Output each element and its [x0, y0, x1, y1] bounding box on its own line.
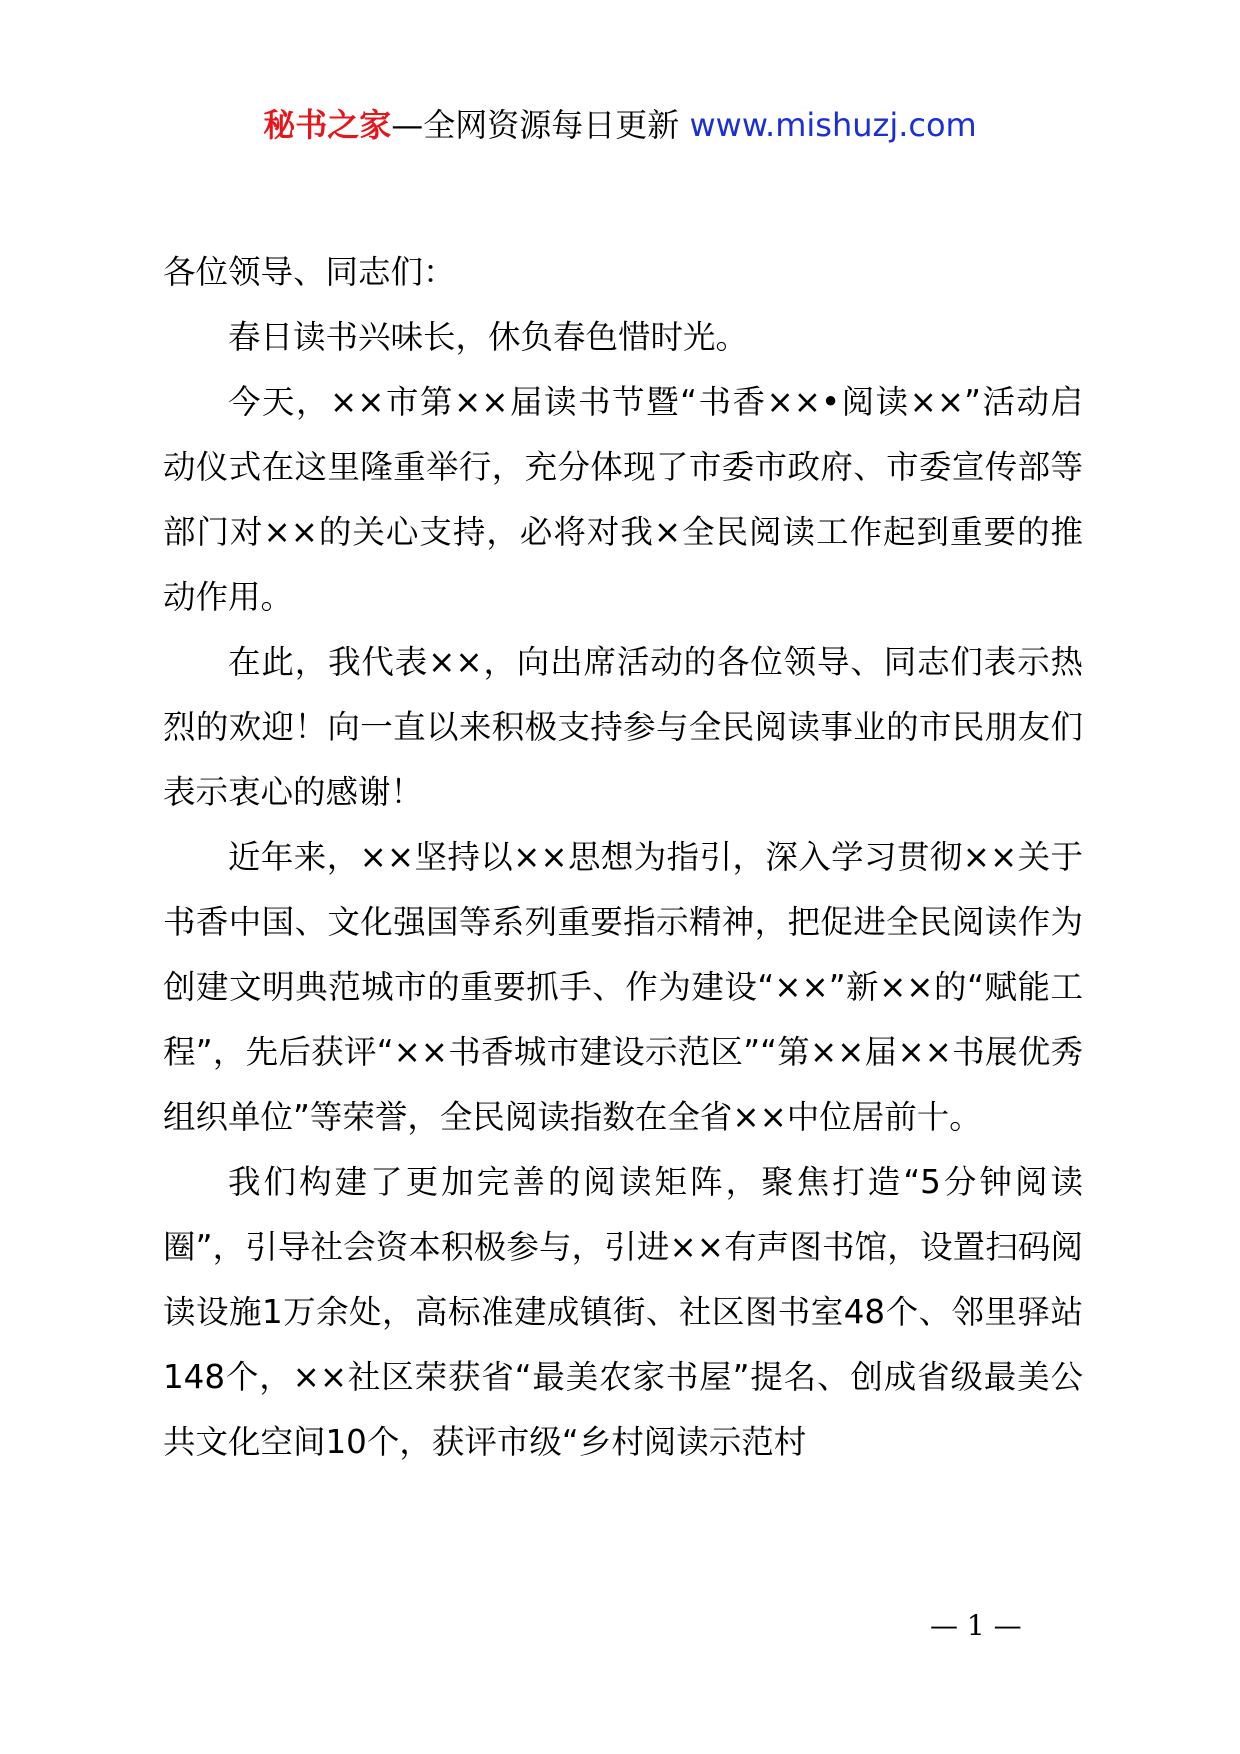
paragraph-5: 我们构建了更加完善的阅读矩阵，聚焦打造“5分钟阅读圈”，引导社会资本积极参与，引进××有声图书馆，设置扫码阅读设施1万余处，高标准建成镇街、社区图书室48个、邻里驿站148个，××社区荣获省“最美农家书屋”提名、创成省级最美公共文化空间10个，获评市级“乡村阅读示范村 — [163, 1163, 1083, 1461]
paragraph-4: 近年来，××坚持以××思想为指引，深入学习贯彻××关于书香中国、文化强国等系列重要指示精神，把促进全民阅读作为创建文明典范城市的重要抓手、作为建设“××”新××的“赋能工程”，先后获评“××书香城市建设示范区”“第××届××书展优秀组织单位”等荣誉，全民阅读指数在全省××中位居前十。 — [163, 838, 1083, 1136]
paragraph-2: 今天，××市第××届读书节暨“书香××•阅读××”活动启动仪式在这里隆重举行，充分体现了市委市政府、市委宣传部等部门对××的关心支持，必将对我×全民阅读工作起到重要的推动作用。 — [163, 383, 1083, 616]
paragraph-1: 春日读书兴味长，休负春色惜时光。 — [228, 318, 749, 356]
page-number: — 1 — — [930, 1609, 1022, 1642]
paragraph-3: 在此，我代表××，向出席活动的各位领导、同志们表示热烈的欢迎！向一直以来积极支持参与全民阅读事业的市民朋友们表示衷心的感谢！ — [163, 643, 1083, 811]
header-slogan: —全网资源每日更新 — [391, 106, 690, 144]
page-header — [0, 103, 1240, 147]
salutation: 各位领导、同志们： — [163, 253, 456, 291]
document-body — [163, 240, 1083, 1475]
brand-name: 秘书之家 — [263, 106, 392, 144]
website-link[interactable]: www.mishuzj.com — [689, 106, 977, 144]
